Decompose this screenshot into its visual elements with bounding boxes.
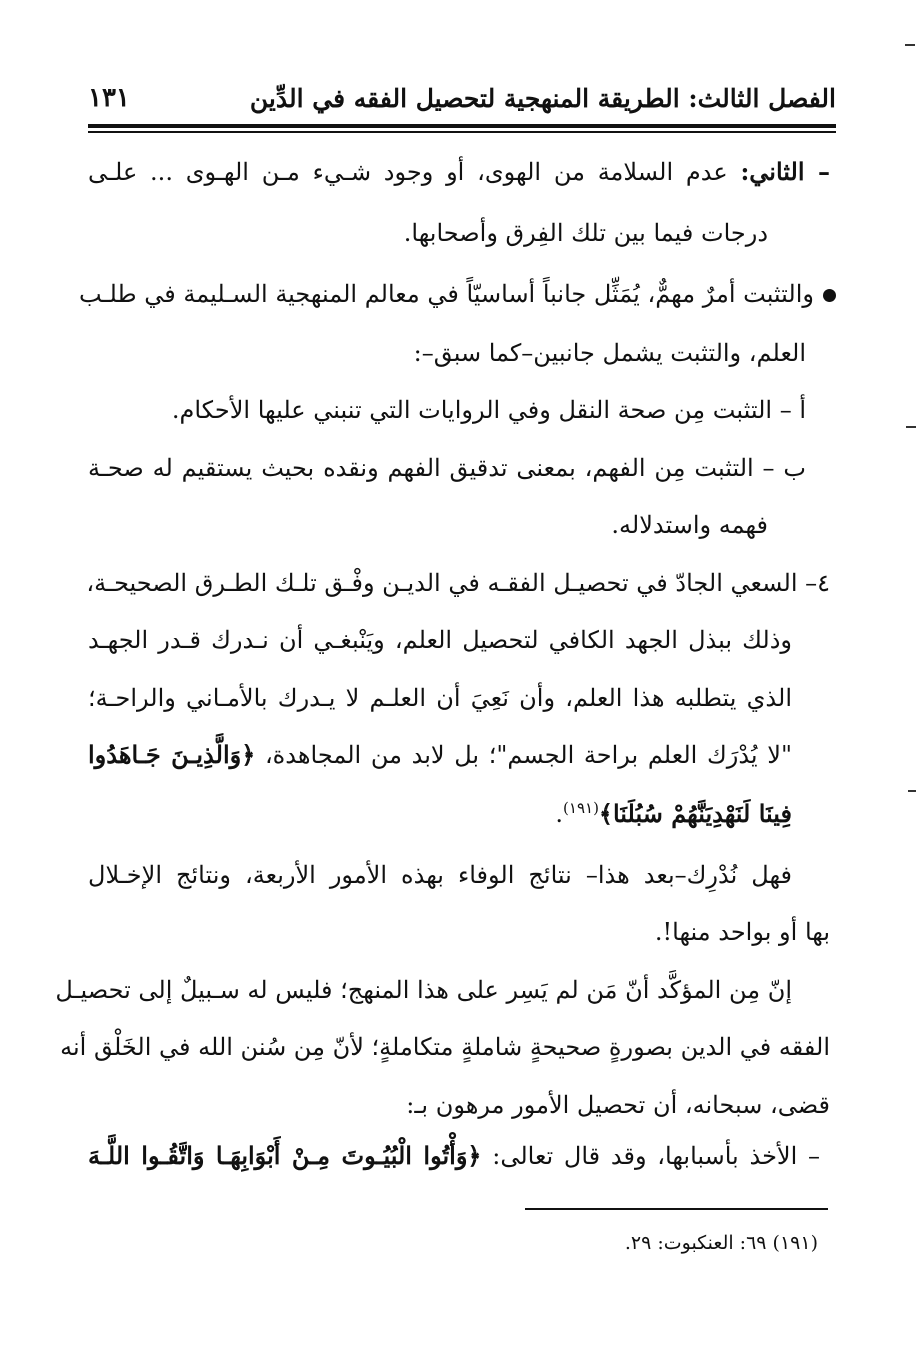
second-label: – الثاني:	[740, 157, 830, 186]
text-line-11-plain: "لا يُدْرَك العلم براحة الجسم"؛ بل لابد من المجاهدة،	[264, 741, 792, 769]
footnote-rule	[525, 1208, 828, 1210]
text-line-18-plain: – الأخذ بأسبابها، وقد قال تعالى:	[492, 1142, 820, 1170]
scan-edge-mark	[908, 790, 916, 792]
quran-verse-1b: فِينَا لَنَهْدِيَنَّهُمْ سُبُلَنَا﴾	[598, 799, 792, 828]
text-line-5: أ – التثبت مِن صحة النقل وفي الروايات التي تنبني عليها الأحكام.	[171, 396, 806, 424]
text-line-15: إنّ مِن المؤكَّد أنّ مَن لم يَسِر على هذا المنهج؛ فليس له سـبيلٌ إلى تحصيـل	[55, 976, 792, 1004]
text-line-7: فهمه واستدلاله.	[611, 511, 768, 539]
text-line-1-rest: عدم السلامة من الهوى، أو وجود شـيء مـن الهـوى ... علـى	[88, 158, 728, 186]
text-line-3: والتثبت أمرٌ مهمٌّ، يُمَثِّل جانباً أساسيّاً في معالم المنهجية السـليمة في طلـب	[78, 280, 814, 308]
text-line-13: فهل نُدْرِك–بعد هذا– نتائج الوفاء بهذه الأمور الأربعة، ونتائج الإخـلال	[88, 861, 792, 889]
scan-edge-mark	[906, 426, 916, 428]
chapter-title: الفصل الثالث: الطريقة المنهجية لتحصيل الفقه في الدِّين	[249, 83, 836, 113]
text-line-11	[88, 733, 792, 777]
text-line-18	[88, 1134, 820, 1178]
text-line-17: قضى، سبحانه، أن تحصيل الأمور مرهون بـ:	[406, 1091, 830, 1119]
text-line-16: الفقه في الدين بصورةٍ صحيحةٍ شاملةٍ متكاملةٍ؛ لأنّ مِن سُنن الله في الخَلْق أنه	[60, 1033, 830, 1061]
page-number: ١٣١	[88, 83, 130, 113]
text-line-10: الذي يتطلبه هذا العلم، وأن نَعِيَ أن العلـم لا يـدرك بالأمـاني والراحـة؛	[88, 684, 792, 712]
bullet-dot	[823, 289, 836, 302]
text-line-4: العلم، والتثبت يشمل جانبين–كما سبق–:	[413, 339, 806, 367]
text-line-12-end: .	[555, 800, 564, 828]
text-line-14: بها أو بواحد منها!.	[654, 918, 830, 946]
text-line-6: ب – التثبت مِن الفهم، بمعنى تدقيق الفهم ونقده بحيث يستقيم له صحـة	[88, 454, 806, 482]
text-line-2: درجات فيما بين تلك الفِرق وأصحابها.	[403, 219, 768, 247]
header-rule-thin	[88, 131, 836, 133]
quran-verse-2: ﴿وَأْتُوا الْبُيُـوتَ مِـنْ أَبْوَابِهَـا وَاتَّقُـوا اللَّـهَ	[88, 1141, 482, 1170]
scan-edge-mark	[905, 44, 915, 46]
quran-verse-1a: ﴿وَالَّذِيـنَ جَـاهَدُوا	[88, 740, 256, 769]
footnote-ref: (١٩١)	[563, 799, 599, 817]
page-header	[88, 78, 836, 118]
footnote: (١٩١) ٦٩: العنكبوت: ٢٩.	[624, 1232, 818, 1254]
text-line-9: وذلك ببذل الجهد الكافي لتحصيل العلم، ويَنْبغـي أن نـدرك قـدر الجهـد	[88, 626, 792, 654]
text-line-8: ٤– السعي الجادّ في تحصيـل الفقـه في الديـن وفْـق تلـك الطـرق الصحيحـة،	[86, 569, 830, 597]
text-line-1	[88, 150, 830, 194]
text-line-12	[555, 786, 792, 830]
header-rule-thick	[88, 124, 836, 128]
